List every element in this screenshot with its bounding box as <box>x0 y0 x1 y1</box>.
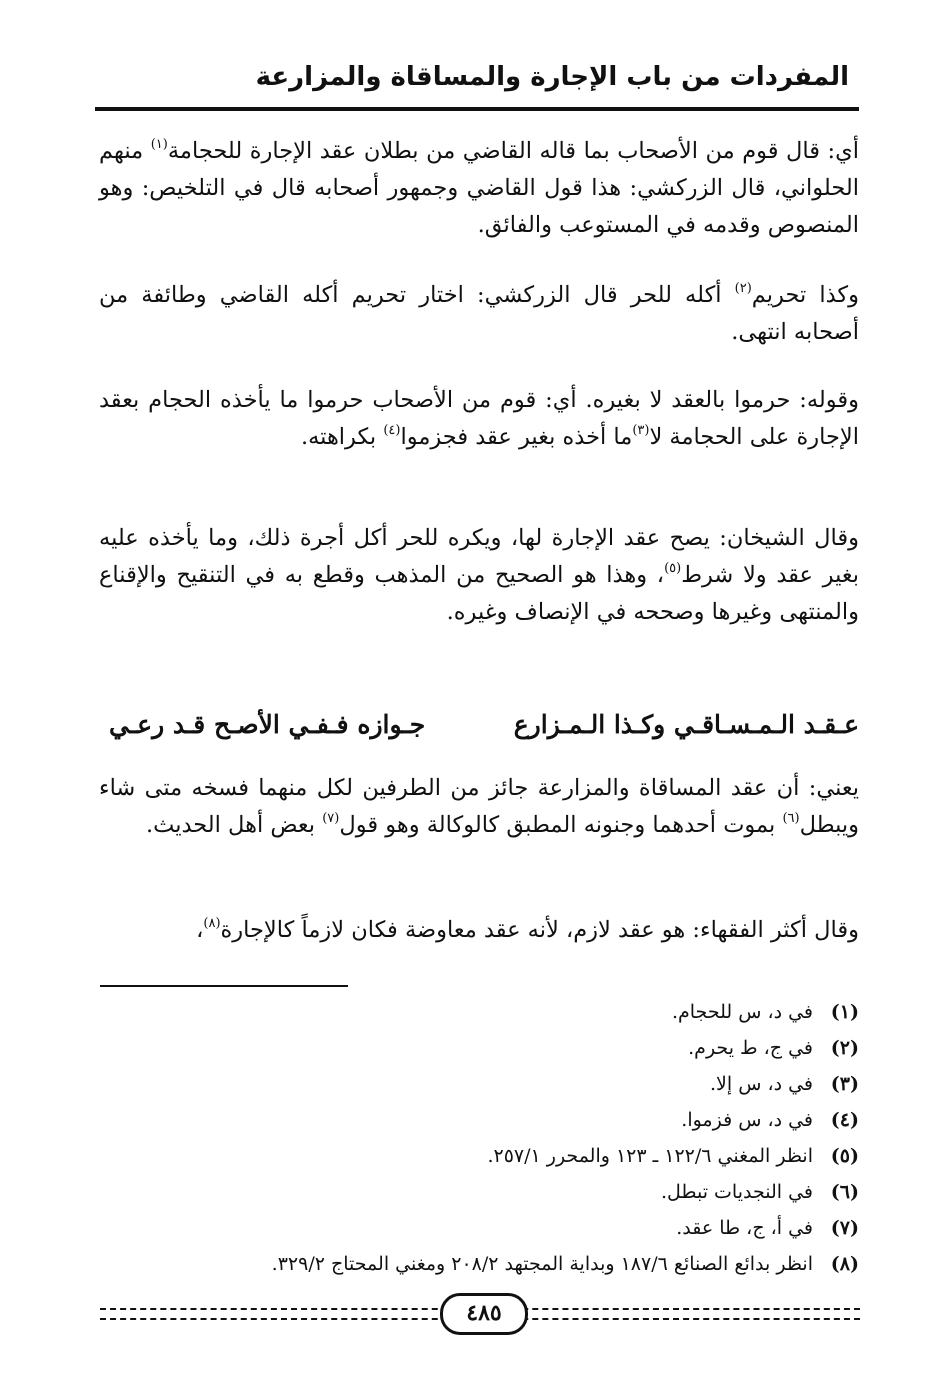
footnote-ref-2[interactable]: (٢) <box>734 280 752 296</box>
footnote-item <box>99 1210 859 1246</box>
paragraph-5 <box>99 770 859 844</box>
footnote-item <box>99 1246 859 1282</box>
footnote-ref-5[interactable]: (٥) <box>664 560 682 576</box>
footnote-number: (٧) <box>830 1217 859 1239</box>
paragraph-6 <box>99 912 859 949</box>
footnote-text: في النجديات تبطل. <box>660 1181 813 1203</box>
paragraph-6-text-b: ، <box>196 917 204 943</box>
footnote-number: (٥) <box>830 1145 859 1167</box>
footnote-text: في د، س فزموا. <box>681 1109 813 1131</box>
footnote-text: انظر بدائع الصنائع ١٨٧/٦ وبداية المجتهد ٢٠٨/٢ ومغني المحتاج ٣٢٩/٢. <box>271 1253 813 1275</box>
footnote-ref-7[interactable]: (٧) <box>322 810 340 826</box>
footnote-ref-8[interactable]: (٨) <box>203 915 221 931</box>
footnote-item <box>99 994 859 1030</box>
paragraph-1-text-b: منهم الحلواني، قال الزركشي: هذا قول القاضي وجمهور أصحابه قال في التلخيص: وهو المنصوص وقدمه في المستوعب والفائق. <box>99 138 859 238</box>
running-header: المفردات من باب الإجارة والمساقاة والمزارعة <box>255 62 849 92</box>
footnote-text: في د، س للحجام. <box>671 1001 813 1023</box>
footnote-ref-4[interactable]: (٤) <box>383 422 401 438</box>
paragraph-5-text-a: يعني: أن عقد المساقاة والمزارعة جائز من الطرفين لكل منهما فسخه متى شاء ويبطل <box>99 775 859 838</box>
footnote-separator <box>100 985 348 987</box>
paragraph-3-text-a: وقوله: حرموا بالعقد لا بغيره. أي: قوم من الأصحاب حرموا ما يأخذه الحجام بعقد الإجارة على الحجامة لا <box>99 387 859 450</box>
footnote-number: (٨) <box>830 1253 859 1275</box>
footnote-ref-1[interactable]: (١) <box>150 136 168 152</box>
paragraph-3 <box>99 382 859 456</box>
footnote-number: (٦) <box>830 1181 859 1203</box>
footnote-item <box>99 1174 859 1210</box>
paragraph-4-text-b: ، وهذا هو الصحيح من المذهب وقطع به في التنقيح والإقناع والمنتهى وغيرها وصححه في الإنصاف وغيره. <box>99 562 859 625</box>
page-number: ٤٨٥ <box>440 1293 528 1335</box>
paragraph-1-text-a: أي: قال قوم من الأصحاب بما قاله القاضي من بطلان عقد الإجارة للحجامة <box>167 138 859 164</box>
footnote-number: (٢) <box>830 1037 859 1059</box>
paragraph-5-text-b: بموت أحدهما وجنونه المطبق كالوكالة وهو قول <box>339 812 783 838</box>
footnote-number: (٣) <box>830 1073 859 1095</box>
footnote-item <box>99 1102 859 1138</box>
footnote-text: في ج، ط يحرم. <box>688 1037 813 1059</box>
paragraph-5-text-c: بعض أهل الحديث. <box>145 812 323 838</box>
paragraph-1 <box>99 133 859 244</box>
paragraph-6-text-a: وقال أكثر الفقهاء: هو عقد لازم، لأنه عقد معاوضة فكان لازماً كالإجارة <box>220 917 859 943</box>
footnote-number: (٤) <box>830 1109 859 1131</box>
paragraph-4 <box>99 520 859 631</box>
paragraph-4-text-a: وقال الشيخان: يصح عقد الإجارة لها، ويكره للحر أكل أجرة ذلك، وما يأخذه عليه بغير عقد ولا شرط <box>99 525 859 588</box>
footnote-item <box>99 1030 859 1066</box>
footnote-text: في د، س إلا. <box>710 1073 813 1095</box>
footnotes-list <box>99 994 859 1282</box>
paragraph-2 <box>99 277 859 351</box>
footnote-ref-3[interactable]: (٣) <box>632 422 650 438</box>
footnote-text: في أ، ج، طا عقد. <box>676 1217 813 1239</box>
verse-line <box>99 710 859 750</box>
paragraph-2-text-b: أكله للحر قال الزركشي: اختار تحريم أكله القاضي وطائفة من أصحابه انتهى. <box>99 282 859 345</box>
footnote-text: انظر المغني ١٢٢/٦ ـ ١٢٣ والمحرر ٢٥٧/١. <box>487 1145 813 1167</box>
verse-hemistich-2: جـوازه فـفـي الأصـح قـد رعـي <box>109 710 426 739</box>
paragraph-3-text-c: بكراهته. <box>300 424 384 450</box>
header-rule <box>95 107 859 111</box>
paragraph-3-text-b: ما أخذه بغير عقد فجزموا <box>400 424 633 450</box>
footnote-item <box>99 1066 859 1102</box>
paragraph-2-text-a: وكذا تحريم <box>751 282 859 308</box>
footnote-number: (١) <box>830 1001 859 1023</box>
verse-hemistich-1: عـقـد الـمـسـاقـي وكـذا الـمـزارع <box>513 710 859 739</box>
footnote-item <box>99 1138 859 1174</box>
footnote-ref-6[interactable]: (٦) <box>782 810 800 826</box>
